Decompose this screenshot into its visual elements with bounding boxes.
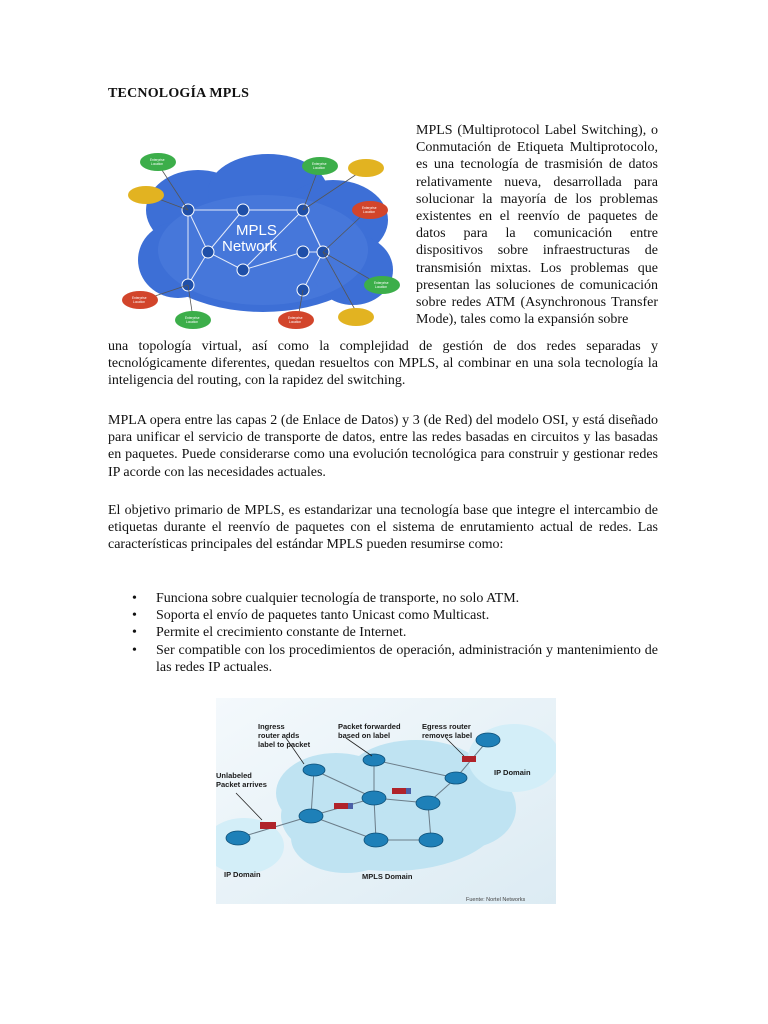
- svg-text:Location: Location: [151, 162, 164, 166]
- bullet-icon: •: [132, 625, 137, 641]
- paragraph-objective: El objetivo primario de MPLS, es estandarizar una tecnología base que integre el intercambio de etiquetas durante el reenvío de paquetes con el sistema de enrutamiento actual de redes. Las características principales del estándar MPLS pueden resumirse como:: [108, 503, 658, 553]
- paragraph-osi-layers: MPLA opera entre las capas 2 (de Enlace de Datos) y 3 (de Red) del modelo OSI, y está diseñado para unificar el servicio de transporte de datos, entre las redes basadas en circuitos y las basadas en paquetes. Puede considerarse como una evolución tecnológica para construir y gestionar redes IP acorde con las necesidades actuales.: [108, 413, 658, 480]
- svg-text:Location: Location: [186, 320, 199, 324]
- svg-text:Enterprise: Enterprise: [312, 162, 327, 166]
- cloud-label-mpls: MPLS: [236, 222, 277, 239]
- svg-text:Unlabeled: Unlabeled: [216, 771, 252, 780]
- svg-text:Egress router: Egress router: [422, 722, 471, 731]
- svg-text:Location: Location: [289, 320, 302, 324]
- svg-text:Packet forwarded: Packet forwarded: [338, 722, 401, 731]
- svg-text:Packet arrives: Packet arrives: [216, 780, 267, 789]
- svg-text:Enterprise: Enterprise: [150, 158, 165, 162]
- list-item: • Permite el crecimiento constante de Internet.: [132, 625, 407, 641]
- bullet-icon: •: [132, 591, 137, 606]
- svg-text:router adds: router adds: [258, 731, 300, 740]
- svg-text:removes label: removes label: [422, 731, 473, 740]
- svg-text:Ingress: Ingress: [258, 722, 285, 731]
- svg-text:Enterprise: Enterprise: [185, 316, 200, 320]
- intro-paragraph-right: MPLS (Multiprotocol Label Switching), o Conmutación de Etiqueta Multiprotocolo, es una tecnología de trasmisión de datos relativamente nueva, desarrollada para solucionar la mayoría de los problemas existentes en el reenvío de paquetes de datos para la comunicación entre dispositivos sobre infraestructuras de transmisión mixtas. Los problemas que presentan las soluciones de comunicación sobre redes ATM (Asynchronous Transfer Mode), tales como la expansión sobre: [416, 123, 658, 328]
- document-title: TECNOLOGÍA MPLS: [108, 86, 250, 101]
- mpls-network-diagram: [118, 140, 408, 340]
- svg-text:Location: Location: [313, 166, 326, 170]
- list-item: • Funciona sobre cualquier tecnología de transporte, no solo ATM.: [132, 591, 520, 606]
- svg-text:label to packet: label to packet: [258, 740, 311, 749]
- svg-text:based on label: based on label: [338, 731, 391, 740]
- svg-text:Enterprise: Enterprise: [362, 206, 377, 210]
- cloud-label-network: Network: [222, 238, 278, 255]
- svg-text:MPLS Domain: MPLS Domain: [362, 872, 413, 881]
- svg-text:Location: Location: [363, 210, 376, 214]
- mpls-domain-diagram: [216, 698, 556, 904]
- svg-text:Enterprise: Enterprise: [132, 296, 147, 300]
- features-list: [108, 590, 658, 676]
- list-item: • Soporta el envío de paquetes tanto Unicast como Multicast.: [132, 608, 490, 624]
- bullet-icon: •: [132, 608, 137, 624]
- list-item: • Ser compatible con los procedimientos de operación, administración y mantenimiento de las redes IP actuales.: [132, 642, 658, 675]
- svg-text:Location: Location: [375, 285, 388, 289]
- svg-text:Location: Location: [133, 300, 146, 304]
- svg-text:IP Domain: IP Domain: [224, 870, 261, 879]
- svg-text:Enterprise: Enterprise: [288, 316, 303, 320]
- svg-text:IP Domain: IP Domain: [494, 768, 531, 777]
- svg-text:Enterprise: Enterprise: [374, 281, 389, 285]
- source-credit: Fuente: Nortel Networks: [466, 897, 526, 903]
- bullet-icon: •: [132, 642, 137, 658]
- intro-paragraph-continued: una topología virtual, así como la complejidad de gestión de dos redes separadas y tecnológicamente diferentes, quedan resueltos con MPLS, al combinar en una sola tecnología la inteligencia del routing, con la rapidez del switching.: [108, 339, 658, 389]
